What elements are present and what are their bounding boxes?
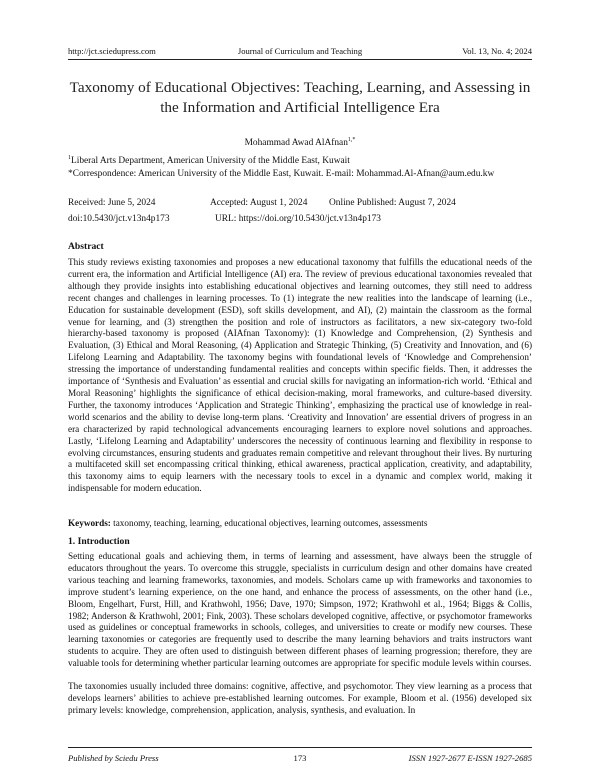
abstract-heading: Abstract (68, 241, 104, 252)
author-line (68, 137, 532, 148)
abstract-text: This study reviews existing taxonomies and proposes a new educational taxonomy that fulfills the educational needs of the current era, the information and Artificial Intelligence (AI) era. The review of previous educational taxonomies revealed that although they provide insights into establishing educational objectives and learning outcomes, they still need to address recent changes and challenges in learning processes. To (1) integrate the new realities into the landscape of learning (i.e., Education for sustainable development (ESD), soft skills development, and AI), (2) maintain the classroom as the formal venue for learning, and (3) strengthen the position and role of instructors as facilitators, a new six-category two-fold hierarchy-based taxonomy is proposed (AIAfnan Taxonomy): (1) Knowledge and Comprehension, (2) Synthesis and Evaluation, (3) Ethical and Moral Reasoning, (4) Application and Strategic Thinking, (5) Creativity and Innovation, and (6) Lifelong Learning and Adaptability. The taxonomy begins with foundational levels of ‘Knowledge and Comprehension’ stressing the importance of understanding fundamental realities and concepts within specific fields. Then, it addresses the importance of ‘Synthesis and Evaluation’ as essential and crucial skills for navigating an information-rich world. ‘Ethical and Moral Reasoning’ highlights the significance of ethical decision-making, moral frameworks, and culture-based diversity. Further, the taxonomy introduces ‘Application and Strategic Thinking’, emphasizing the practical use of knowledge in real-world scenarios and the ability to devise long-term plans. ‘Creativity and Innovation’ are essential drivers of progress in an era characterized by rapid technological advancements encouraging learners to explore novel solutions and approaches. Lastly, ‘Lifelong Learning and Adaptability’ underscores the necessity of continuous learning and flexibility in response to evolving circumstances, ensuring students and graduates remain competitive and relevant throughout their lives. By nurturing a multifaceted skill set encompassing critical thinking, ethical awareness, practical application, creativity, and adaptability, this taxonomy aims to equip learners with the necessary tools to excel in a dynamic and complex world, making it indispensable for modern education. (68, 257, 532, 494)
footer-rule (68, 747, 532, 748)
affiliation-text: Liberal Arts Department, American University of the Middle East, Kuwait (71, 156, 350, 167)
paper-title: Taxonomy of Educational Objectives: Teaching, Learning, and Assessing in the Information and Artificial Intelligence Era (69, 79, 531, 116)
keywords (68, 517, 532, 529)
introduction-heading: 1. Introduction (68, 536, 130, 547)
issn: ISSN 1927-2677 E-ISSN 1927-2685 (408, 753, 532, 763)
author-name: Mohammad Awad AlAfnan (244, 138, 348, 149)
journal-name: Journal of Curriculum and Teaching (237, 46, 363, 56)
affiliation-1 (68, 152, 532, 168)
running-footer (68, 752, 532, 764)
introduction-paragraph-1: Setting educational goals and achieving them, in terms of learning and assessment, have always been the struggle of educators throughout the years. To overcome this struggle, specialists in curriculum design and other domains have created various teaching and learning frameworks, taxonomies, and models. Scholars came up with frameworks and taxonomies to improve student’s learning experience, on the one hand, and enhance the process of assessments, on the other hand (i.e., Bloom, Engelhart, Furst, Hill, and Krathwohl, 1956; Dave, 1970; Simpson, 1972; Krathwohl et al., 1964; Biggs & Collis, 1982; Anderson & Krathwohl, 2001; Fink, 2003). These scholars developed cognitive, affective, or psychomotor frameworks used as guidelines or conceptual frameworks in schools, colleges, and universities to create or modify new courses. These learning taxonomies or categories are frequently used to describe the many learning behaviors and traits instructors want students to acquire. They are often used to distinguish between different phases of learning progression; therefore, they are valuable tools for determining whether particular learning outcomes are appropriate for specific module levels within courses. (68, 551, 532, 669)
affiliation-mark: 1 (68, 155, 71, 161)
introduction-paragraph-2: The taxonomies usually included three domains: cognitive, affective, and psychomotor. They view learning as a process that develops learners’ abilities to achieve pre-established learning outcomes. For example, Bloom et al. (1956) developed six primary levels: knowledge, comprehension, application, analysis, synthesis, and evaluation. In (68, 681, 532, 715)
doi-url-link[interactable]: URL: https://doi.org/10.5430/jct.v13n4p173 (215, 214, 381, 224)
author-marks: 1,* (347, 137, 356, 143)
issue-info: Vol. 13, No. 4; 2024 (462, 46, 532, 56)
journal-url-link[interactable]: http://jct.sciedupress.com (68, 46, 156, 56)
page-number: 173 (293, 753, 307, 763)
keywords-label: Keywords: (68, 518, 111, 528)
keywords-text: taxonomy, teaching, learning, educational objectives, learning outcomes, assessments (113, 518, 428, 528)
header-rule (68, 59, 532, 60)
published-date: Online Published: August 7, 2024 (329, 198, 456, 208)
correspondence: *Correspondence: American University of the Middle East, Kuwait. E-mail: Mohammad.Al-Afnan@aum.edu.kw (68, 169, 495, 179)
publisher: Published by Sciedu Press (68, 753, 159, 763)
doi-text: doi:10.5430/jct.v13n4p173 (68, 214, 170, 224)
running-header (68, 44, 532, 58)
received-date: Received: June 5, 2024 (68, 198, 156, 208)
accepted-date: Accepted: August 1, 2024 (210, 198, 308, 208)
